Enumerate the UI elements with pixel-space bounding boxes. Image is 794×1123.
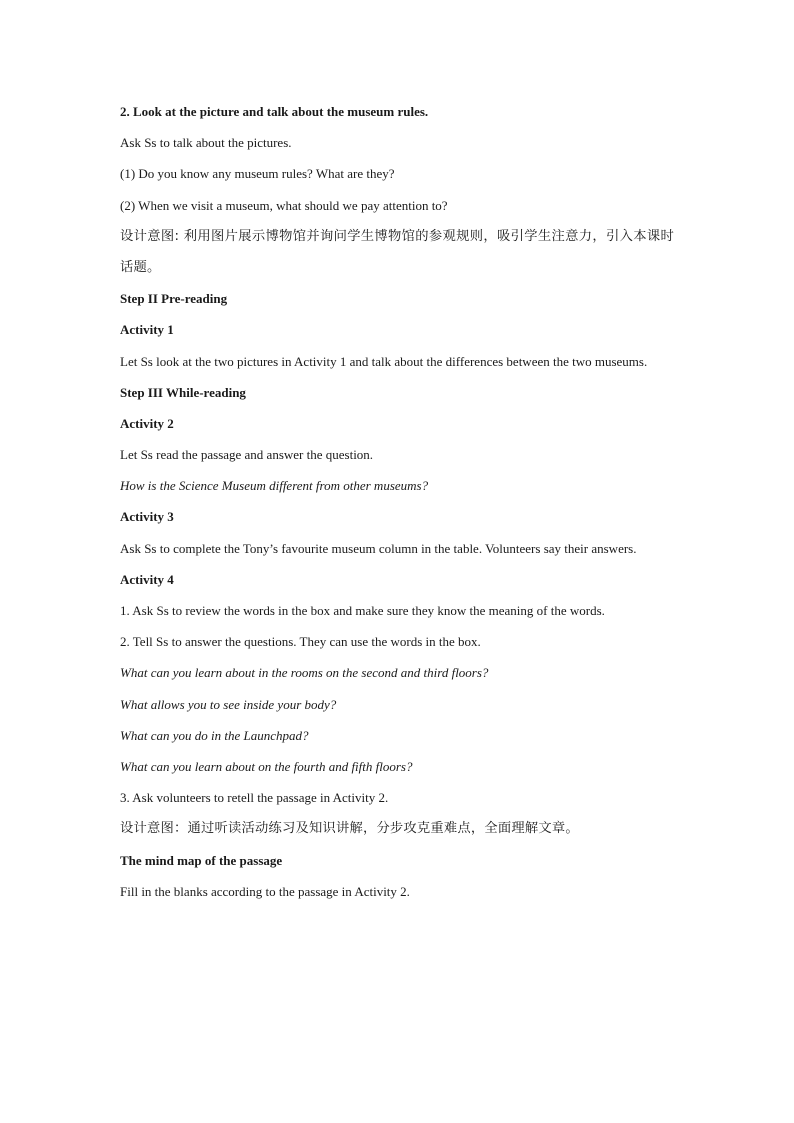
activity-4-question: What can you do in the Launchpad?	[120, 727, 309, 743]
design-intent-1: 设计意图: 利用图片展示博物馆并询问学生博物馆的参观规则，吸引学生注意力，引入本课时话题。	[120, 228, 674, 275]
section-heading-museum-rules: 2. Look at the picture and talk about the museum rules.	[120, 104, 429, 119]
activity-4-question: What can you learn about in the rooms on the second and third floors?	[120, 665, 489, 681]
design-intent-2: 设计意图：通过听读活动练习及知识讲解，分步攻克重难点，全面理解文章。	[120, 821, 579, 837]
activity-3-text: Ask Ss to complete the Tony’s favourite museum column in the table. Volunteers say their answers.	[120, 540, 637, 556]
mind-map-instruction: Fill in the blanks according to the passage in Activity 2.	[120, 883, 410, 899]
document-body	[120, 96, 674, 907]
activity-4-step-3: 3. Ask volunteers to retell the passage in Activity 2.	[120, 790, 389, 806]
step-heading-pre-reading: Step II Pre-reading	[120, 291, 228, 307]
activity-4-question: What can you learn about on the fourth and fifth floors?	[120, 759, 413, 774]
question-1: (1) Do you know any museum rules? What are they?	[120, 166, 395, 182]
activity-heading-3: Activity 3	[120, 509, 174, 525]
activity-1-text: Let Ss look at the two pictures in Activity 1 and talk about the differences between the two museums.	[120, 353, 648, 369]
activity-4-step-2: 2. Tell Ss to answer the questions. They can use the words in the box.	[120, 634, 481, 650]
instruction-text: Ask Ss to talk about the pictures.	[120, 135, 292, 151]
activity-4-step-1: 1. Ask Ss to review the words in the box and make sure they know the meaning of the words.	[120, 603, 605, 619]
activity-4-question: What allows you to see inside your body?	[120, 696, 337, 712]
activity-heading-1: Activity 1	[120, 322, 174, 338]
activity-2-text: Let Ss read the passage and answer the question.	[120, 447, 374, 463]
mind-map-heading: The mind map of the passage	[120, 852, 283, 868]
question-2: (2) When we visit a museum, what should we pay attention to?	[120, 197, 448, 213]
activity-heading-4: Activity 4	[120, 571, 174, 587]
step-heading-while-reading: Step III While-reading	[120, 384, 246, 400]
activity-2-question: How is the Science Museum different from other museums?	[120, 478, 429, 494]
activity-heading-2: Activity 2	[120, 415, 174, 431]
